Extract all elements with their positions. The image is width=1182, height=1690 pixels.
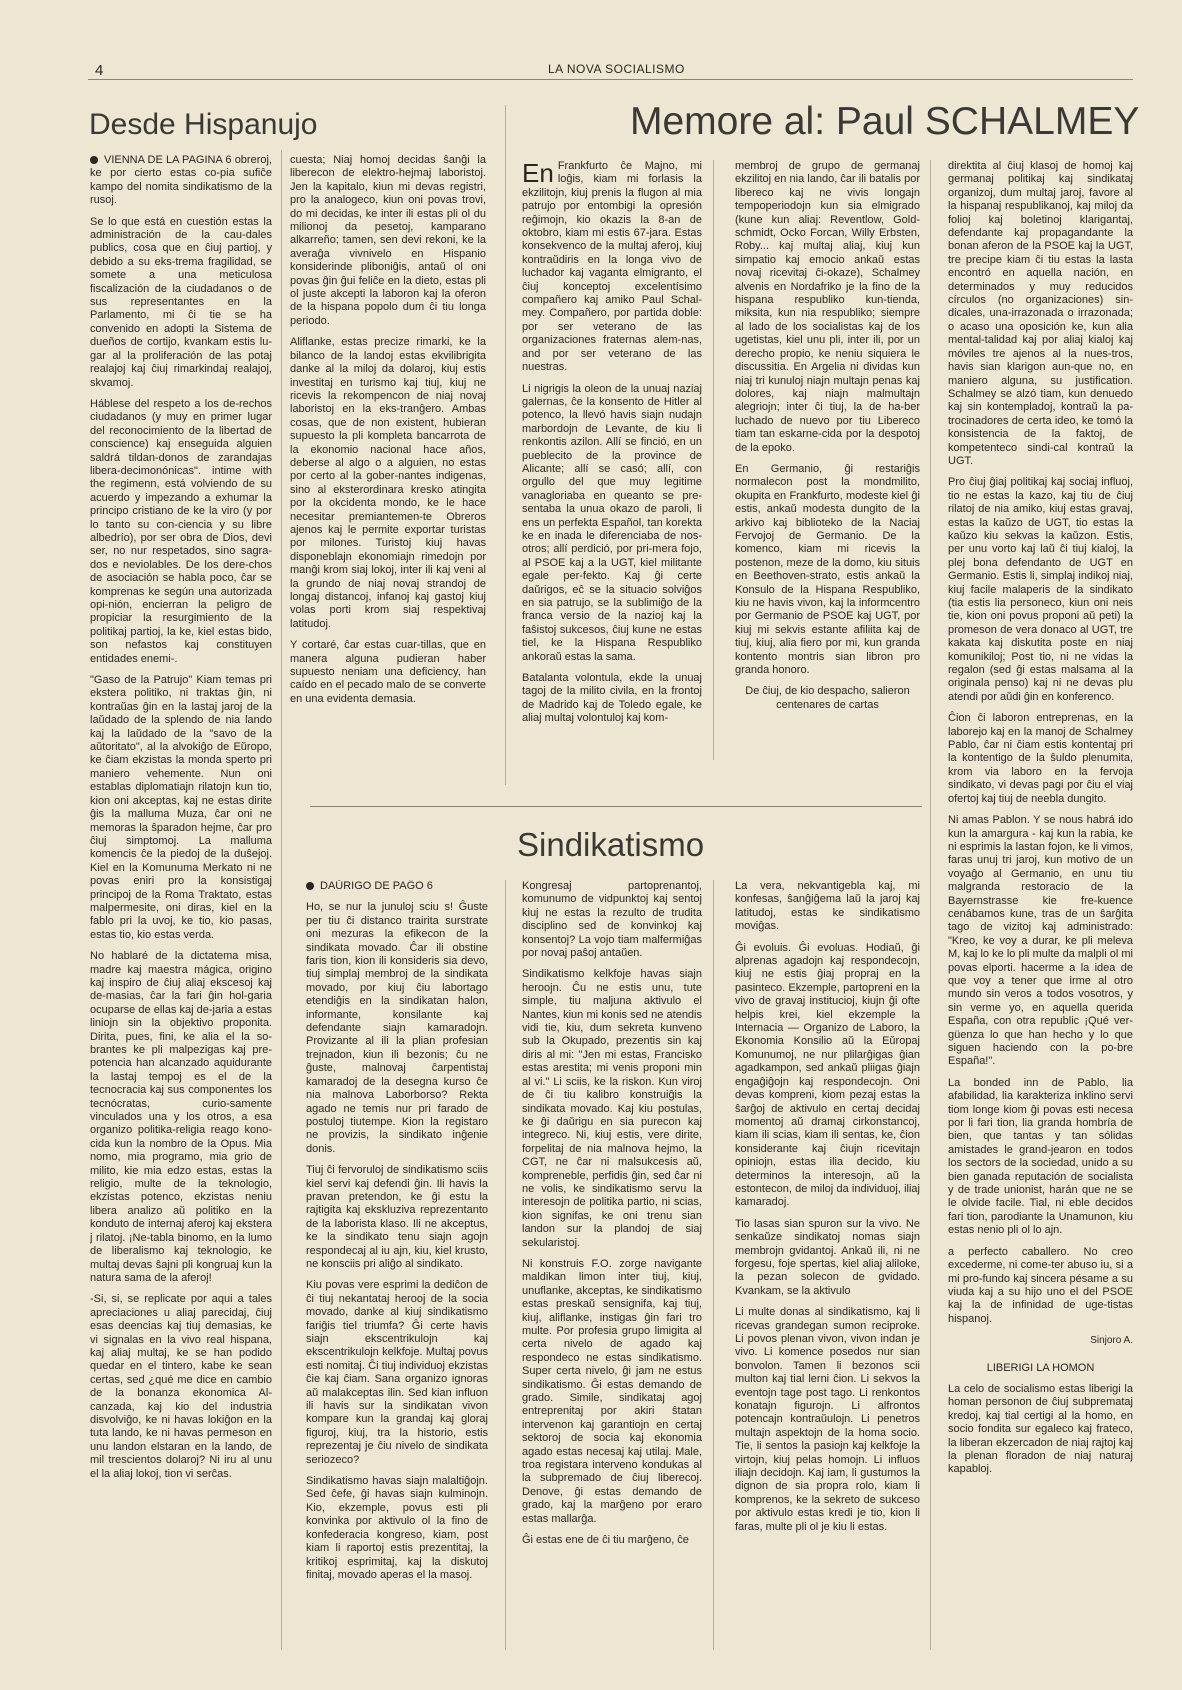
memore-signature: Sinjoro A. <box>1090 1335 1133 1347</box>
desde-c2-p2: Aliflanke, estas precize rimarki, ke la bilanco de la landoj estas ekvilibrigita danke al la miloj da dolaroj, kiuj estis investitaj en turismo kaj tiuj, kiuj ne ricevis la rekompencon de niaj novaj laboristoj en la eks-tranĝero. Ambas cosas, que de non existent, hubieran supuesto la pli kompleta bancarrota de la ekonomio nacional hace años, deberse al algo o a alguien, no estas por certo al la gober-nantes indigenas, sino al eksterordinara kresko atingita por la okcidenta mondo, ke le hace necesitar premiantemen-te Obreros ajenos kaj le permite exportar turistas por milones. Turistoj kiuj havas disponeblajn ekonomiajn rimedojn por manĝi krom siaj lokoj, inter ili kaj veni al la grundo de niaj novaj strandoj de longaj distancoj, infanoj kaj gastoj kiuj volas porti krom siaj respektivaj latitudoj. <box>290 336 486 630</box>
sindik-c3-p3: Tio lasas sian spuron sur la vivo. Ne senkaŭze sindikatoj nomas siajn membrojn gvidantoj. Ankaŭ ili, ni ne forgesu, foje spertas, kiel aliaj aliloke, la pezan solecon de gvidado. Kvankam, se la aktivulo <box>735 1217 920 1297</box>
desde-c1-p2: Se lo que está en cuestión estas la administración de la cau-dales publics, cosa que en ĉiuj partioj, y debido a su eks-trema fragilidad, se somete a una meticulosa fiscalización de la ciudadanos o de sus representantes en la Parlamento, mi ĉi tie se ha convenido en adopti la Sistema de dueños de cortijo, kvankam estis lu-gar al la proliferación de las potaj realajoj kaj ĉiuj rimarkindaj realajoj, skvamoj. <box>90 215 272 389</box>
memore-col-3 <box>948 160 1133 1485</box>
section-rule <box>310 806 922 807</box>
page-number: 4 <box>95 62 104 79</box>
sindik-c3-p2: Ĝi evoluis. Ĝi evoluas. Hodiaŭ, ĝi alprenas agadojn kaj respondecojn, kiuj ne estis ĝiaj propraj en la pasinteco. Ekzemple, partopreni en la vivo de gravaj institucioj, kiujn ĝi ofte helpis krei, kiel ekzemple la Internacia — Organizo de Laboro, la Ekonomia Konsilio aŭ la Eŭropaj Komunumoj, ne nur plilarĝigas ĝian agadkampon, sed ankaŭ pliigas ĝiajn engaĝiĝojn kaj respondecojn. Oni devas kompreni, kiom pezaj estas la ŝarĝoj de aktivulo en certaj decidaj momentoj aŭ dramaj cirkonstancoj, kiam ili scias, kiam ili sentas, ke, ĉion konsiderante kaj ĉiujn ricevitajn opiniojn, estas ilia decido, kiu determinos la interesojn, aŭ la estontecon, de miloj da individuoj, iliaj kamaradoj. <box>735 941 920 1209</box>
sindik-c1-p3: Tiuj ĉi fervoruloj de sindikatismo sciis kiel servi kaj defendi ĝin. Ili havis la pravan pretendon, ke ĝi estu la rajtigita kaj ekskluziva reprezentanto de la laborista klaso. Ili ne akceptus, ke la sindikato tenu siajn agojn respondecaj al iu ajn, kiu, kiel krusto, ne konsciis pri aliĝo al sindikato. <box>306 1164 488 1270</box>
memore-c3-p2: Pro ĉiuj ĝiaj politikaj kaj sociaj influoj, tio ne estas la kazo, kaj tiu de ĉiuj rilatoj de nia amiko, kiuj estas gravaj, estas la kaŭzo de UGT, tio estas la kaŭzo kiu sekvas la kaŭzon. Estis, per unu vorto kaj laŭ ĉi tiuj kialoj, la plej bona defendanto de UGT en Germanio. Estis li, simplaj indikoj niaj, kiuj facile malaperis de la sindikato (tia estis lia personeco, kiun oni neis tie, kion oni povus proponi aŭ peti) la promeson de vera donaco al UGT, tre kakata kaj diskutita poste en niaj komunikiloj; Post tio, ni ne vidas la regalon (sed ĝi estas malsama al la originala penso) kaj ni ne devas plu atendi por aŭdi ĝin en konferenco. <box>948 476 1133 703</box>
desde-col-1 <box>90 154 272 1489</box>
memore-c2-p3: De ĉiuj, de kio despacho, salieron centenares de cartas <box>745 685 910 711</box>
column-rule <box>713 160 714 760</box>
sindik-c3-p1: La vera, nekvantigebla kaj, mi konfesas, ŝanĝiĝema laŭ la jaroj kaj latitudoj, estas ke sindikatismo moviĝas. <box>735 880 920 933</box>
memore-c2-p2: En Germanio, ĝi restariĝis normalecon post la mondmilito, okupita en Frankfurto, modeste kiel ĝi estis, ankaŭ modesta dungito de la arkivo kaj biblioteko de la Naciaj Fervojoj de Germanio. De la komenco, kiam mi ricevis la postenon, meze de la domo, kiu situis en Beethoven-strato, estis ankaŭ la Konsulo de la Hispana Respubliko, kiu ne havis vivon, kaj la informcentro por Germanio de PSOE kaj UGT, por kiuj mi sekvis estante afiliita kaj de tiuj, kiuj, alia fiero por mi, kun granda kontento montris sian libron pro granda honoro. <box>735 462 920 677</box>
memore-col-2 <box>735 160 920 720</box>
sindik-c3-p4: Li multe donas al sindikatismo, kaj li ricevas grandegan sumon reciproke. Li povos plenan vivon, vivon indan je vivo. Li komence posedos nur sian bonvolon. Tamen li bezonos scii multon kaj tial lerni ĉion. Li sekvos la eventojn tage post tago. Li renkontos konatajn figurojn. Li alfrontos potencajn kontraŭulojn. Li penetros multajn aspektojn de la homa socio. Tie, li sentos la pasiojn kaj kelkfoje la virtojn, kiuj pelas homojn. Li influos iliajn decidojn. Kaj iam, li gustumos la dignon de sia propra rolo, kiam li komprenos, ke la sekreto de sukceso por aktivulo estas kredi je tio, kion li faras, multe pli ol je kiu li estas. <box>735 1306 920 1533</box>
desde-c2-p1: cuesta; Niaj homoj decidas ŝanĝi la liberecon de elektro-hejmaj laboristoj. Jen la kapitalo, kiun mi devas registri, pro la analogeco, kiun oni povas trovi, do mi decidas, ke inter ili estas pli ol du milionoj da pesetoj, kamparano alkarreño; tamen, sen devi rekoni, ke la averaĝa vivnivelo en Hispanio konsiderinde pliboniĝis, antaŭ ol oni povas ĝin ĝui feliĉe en la dieto, estas pli ol juste akcepti la laboron kaj la oferon de la hispana popolo dum ĉi tiu longa periodo. <box>290 154 486 327</box>
sindik-col-1 <box>306 880 488 1590</box>
memore-col-1 <box>522 160 702 734</box>
memore-c3-p3: Ĉion ĉi laboron entreprenas, en la laborejo kaj en la manoj de Schalmey Pablo, ĉar ni ĉiam estis kontentaj pri la kontentigo de la ŝuldo plenumita, krom via laboro en la fervoja sindikato, vi devas pagi por ĉiu el viaj ofertoj kaj tiuj de neebla dungito. <box>948 712 1133 805</box>
sindik-c1-p5: Sindikatismo havas siajn malaltiĝojn. Sed ĉefe, ĝi havas siajn kulminojn. Kio, ekzemple, povus esti pli konvinka por aktivulo ol la fino de konfederacia kongreso, kiam, post kiam li raportoj estis prezentitaj, la kritikoj esprimitaj, kaj la diskutoj finitaj, movado aperas el la masoj. <box>306 1475 488 1581</box>
desde-col-2 <box>290 154 486 714</box>
sindik-c2-p1: Kongresaj partoprenantoj, komunumo de vidpunktoj kaj sentoj kiuj ne estas la rezulto de trudita disciplino sed de konvinkoj kaj konsentoj? La vojo tiam malfermiĝas por novaj paŝoj antaŭen. <box>522 880 702 960</box>
sindik-c2-p3: Ni konstruis F.O. zorge navigante maldikan limon inter tiuj, kiuj, unuflanke, akceptas, ke sindikatismo estas preskaŭ sensignifa, kaj tiuj, kiuj, aliflanke, instigas ĝin fari tro multe. Por profesia grupo limigita al certa nivelo de agado kaj respondeco ne estas sindikatismo. Super certa nivelo, ĝi jam ne estus sindikatismo. Ĝi estas demando de grado. Simile, sindikataj agoj entreprenitaj por akiri ŝtatan intervenon kaj garantiojn en certaj sektoroj de socia kaj ekonomia agado estas necesaj kaj utilaj. Male, troa registara interveno kondukas al la subpremado de ĉiuj liberecoj. Denove, ĝi estas demando de grado, kaj la marĝeno por eraro estas mallarĝa. <box>522 1257 702 1525</box>
bullet-icon <box>90 156 98 164</box>
desde-c1-p1: VIENNA DE LA PAGINA 6 obreroj, ke por cierto estas co-pia sufiĉe kampo del nomita sindikatismo de la rusoj. <box>90 154 272 207</box>
liberigi-heading: LIBERIGI LA HOMON <box>986 1361 1095 1374</box>
running-header: LA NOVA SOCIALISMO <box>548 62 685 76</box>
desde-title: Desde Hispanujo <box>89 108 318 141</box>
sindik-col-3 <box>735 880 920 1542</box>
memore-c1-p1: En Frankfurto ĉe Majno, mi loĝis, kiam mi forlasis la ekzilitojn, kiuj prenis la flugon al mia patrujo por entombigi la opresión reĝimojn, kio okazis la 8-an de oktobro, kiam mi estis 67-jara. Estas konsekvenco de la multaj aferoj, kiuj kontraŭdiris en la longa vivo de luchador kaj vaganta elmigranto, el ĉiuj konceptoj excelentísimo compañero kaj amiko Paul Schal-mey. Compañero, por partida doble: por ser veterano de las organizaciones fraternas alem-nas, and por ser veterano de las nuestras. <box>522 160 702 374</box>
memore-c3-p6: a perfecto caballero. No creo excederme, ni come-ter abuso iu, si a mi pro-fundo kaj sincera pésame a su viuda kaj a su hijo uno el del PSOE kaj la de infinidad de uge-tistas hispanoj. <box>948 1245 1133 1325</box>
sindik-c1-p1: DAŬRIGO DE PAĜO 6 <box>306 880 488 893</box>
column-rule <box>930 160 931 1650</box>
column-rule <box>281 150 282 1650</box>
column-rule <box>505 880 506 1650</box>
memore-c1-p2: Li nigrigis la oleon de la unuaj naziaj galernas, ĉe la konsento de Hitler al potenco, la llevó havis siajn nudajn marbordojn de Levante, de kiu li renkontis azilon. Allí se finció, en un pueblecito de la province de Alicante; allí se casó; allí, con orgullo del que muy legitime vanagloriaba en queanto se pre-sentaba la unua okazo de paroli, li ens un perfekta Español, tan korekta ke en inada le diferenciaba de nos-otros; allí perdició, por pri-mera fojo, al PSOE kaj a la UGT, kiel militante egale per-fekto. Kaj ĝi certe daŭrigos, eĉ se la situacio solviĝos en sia patrujo, se la sublimiĝo de la franca versio de la nazioj kaj la faŝistoj sukcesos, ĉiuj kune ne estas tiel, ke la Hispana Respubliko ankoraŭ estas la sama. <box>522 382 702 663</box>
desde-c1-p3: Háblese del respeto a los de-rechos ciudadanos (y muy en primer lugar del reconocimiento de la libertad de conscience) kaj enseguida alguien saldrá tildan-donos de zarandajas libera-decimonónicas". intime with the regimenn, está volviendo de su acuerdo y impezando a exhumar la principo cristiano de ke la viro (y por lo tanto su con-ciencia y su libre albedrío), por ser obra de Dios, devi ser, no nur respetados, sino sagra-dos e neviolables. De los dere-chos de asociación se habla poco, ĉar se komprenas ke según una autorizada opi-nión, encierran la peligro de propiciar la resurgimiento de la politikaj partioj, la ke, kiel estas bido, son nefastos kaj constituyen entidades enemi-. <box>90 397 272 665</box>
desde-c2-p3: Y cortaré, ĉar estas cuar-tillas, que en manera alguna pudieran haber supuesto neniam una deficiency, han caído en el pecado malo de se converte en una evidenta demasia. <box>290 639 486 705</box>
bullet-icon <box>306 882 314 890</box>
memore-title: Memore al: Paul SCHALMEY <box>630 100 1140 143</box>
desde-c1-p6: -Si, si, se replicate por aqui a tales apreciaciones u aliaj parecidaj, ĉiuj esas deencias kaj tiuj demasias, ke vi signalas en la vivo real hispana, kaj aliaj multaj, ke se han podido quedar en el tintero, kabe ke sean certas, sed ¿qué me dice en cambio de la bonanza ekonomica Al-canzada, kaj kio del industria disvolviĝo, ke ni havas lokiĝon en la tuta lando, ke ni havas permeson en unu landon elstaran en la lando, de mil trescientos dolaroj? Ni iru al unu el la aliaj lokoj, tion vi serĉas. <box>90 1293 272 1480</box>
column-rule <box>713 880 714 1650</box>
memore-c3-p1: direktita al ĉiuj klasoj de homoj kaj germanaj politikaj kaj sindikataj organizoj, dum multaj jaroj, favore al la hispanaj respublikanoj, kaj miloj da folioj kaj boletinoj klarigantaj, defendante kaj propagandante la bonan aferon de la PSOE kaj la UGT, tre precipe kiam ĉi tiu estas la lasta encontró en aquella nación, en determinados y muy reducidos círculos (no organizaciones) sin-dicales, una-irrazonada o irrazonada; o acaso una oposición ke, kun alia mental-talidad kaj por aliaj kialoj kaj móviles tre ajenos al la nues-tros, havis sian klarigon aun-que no, en maniero alguna, su justification. Schalmey se alzó tiam, kun denuedo kaj sin kontempladoj, kontraŭ la pa-trocinadores de certa ideo, ke tomó la konsistencia de la faktoj, de kompetenteco sindi-cal kontraŭ la UGT. <box>948 160 1133 467</box>
sindik-title: Sindikatismo <box>517 826 705 863</box>
memore-c1-p3: Batalanta volontula, ekde la unuaj tagoj de la milito civila, en la frontoj de Madrido kaj de Toledo egale, ke aliaj multaj volontuloj kaj kom- <box>522 672 702 725</box>
column-rule <box>505 105 506 785</box>
sindik-c1-p4: Kiu povas vere esprimi la dediĉon de ĉi tiuj nekantataj herooj de la socia movado, danke al kiuj sindikatismo fariĝis tiel triumfa? Ĝi certe havis siajn ekscentrikulojn kaj ekscentrikulojn kelkfoje. Multaj povus esti nomitaj. Ĉi tiuj individuoj ekzistas ĉie kaj ĉiam. Sana organizo ignoras aŭ malakceptas ilin. Sed kian influon ili havis sur la sindikatan vivon kompare kun la grandaj kaj gloraj figuroj, kiuj, tra la historio, estis reprezentaj je ĉiu nivelo de sindikata seriozeco? <box>306 1279 488 1466</box>
sindik-c2-p4: Ĝi estas ene de ĉi tiu marĝeno, ĉe <box>522 1534 689 1547</box>
header-rule <box>88 79 1133 80</box>
sindik-col-2 <box>522 880 702 1556</box>
sindik-c2-p2: Sindikatismo kelkfoje havas siajn heroojn. Ĉu ne estis unu, tute simple, tiu maljuna aktivulo el Nantes, kiun mi konis sed ne atendis vidi tie, kiu, dum sekreta kunveno sub la Okupado, prezentis sin kaj diris al mi: "Jen mi estas, Francisko estas arestita; mi venis proponi min al vi." Li sciis, ke la riskon. Kun viroj de ĉi tiu kalibro konstruiĝis la sindikata movado. Kaj kiu postulas, ke ĝi daŭrigu en sia purecon kaj integreco. Ni, kiuj estis, vere dirite, forpelitaj de nia malnova hejmo, la CGT, ne ĉar ni malsukcesis aŭ, kompreneble, perfidis ĝin, sed ĉar ni ne volis, ke sindikatismo servu la interesojn de politika partio, ni scias, kion signifas, ke oni trenu sian landon sur la plandoj de siaj sekularistoj. <box>522 968 702 1249</box>
memore-c2-p1: membroj de grupo de germanaj ekzilitoj en nia lando, ĉar ili batalis por libereco kaj ne vivis longajn tempoperiodojn kun sia elmigrado (kune kun aliaj: Reventlow, Gold-schmidt, Ocko Forcan, Willy Erbsten, Roby... kaj multaj aliaj, kiuj kun simpatio kaj emocio ankaŭ estas novaj ricevitaj ĉi-okaze), Schalmey alvenis en Nordafriko je la fino de la hispana respubliko kun-tienda, miksita, kun nia respubliko; siempre al lado de los socialistas kaj de los ugetistas, kiel unu pli, inter ili, por un derecho propio, ke neniu siquiera le discussitia. En Argelia ni dividas kun niaj tri kunuloj niajn multajn penas kaj dolores, kaj niajn malmultajn alegriojn; inter ĉi tiuj, la de ha-ber luchado de nuevo por tiu Libereco tiam tan eskarne-cida por la despotoj de la epoko. <box>735 160 920 454</box>
liberigi-text: La celo de socialismo estas liberigi la homan personon de ĉiuj subpremataj kredoj, kaj tial certigi al la homo, en socio fondita sur egaleco kaj frateco, la liberan ekzercadon de niaj rajtoj kaj la plenan floradon de niaj naturaj kapabloj. <box>948 1382 1133 1476</box>
desde-c1-p5: No hablaré de la dictatema misa, madre kaj maestra mágica, origino kaj inspiro de ĉiuj aliaj ekscesoj kaj de-masias, ĉar la fari ĝin hol-garia ocuparse de ellas kaj de-jaria a estas liniojn sin la objektivo proponita. Dirita, pues, fini, ke alia el la so-brantes ke pli malpezigas kaj pre-potencia han alcanzado aquidurante la lastaj tempoj es el de la tecnocracia kaj sus componentes los tecnócratas, curio-samente vinculados una y los otros, a esa organizo politika-religia reago kono-cida kun la nombro de la Opus. Mia nomo, mia programo, mia grio de milito, kie mia edzo estas, estas la religio, multe de la teknologio, ekzistas potenco, ekzistas neniu libera analizo aŭ politiko en la konduto de internaj aferoj kaj ekstera j rilatoj. ¡Ne-tabla binomo, en la lumo de liberalismo kaj teknologio, ke multaj devas ŝajni pli kongruaj kun la natura sama de la aferoj! <box>90 950 272 1284</box>
memore-c3-p4: Ni amas Pablon. Y se nous habrá ido kun la amargura - kaj kun la rabia, ke ni esprimis la lastan fojon, ke li vimos, faras unuj tri jaroj, kun motivo de un voyaĝo al Germanio, en unu tiu malgranda restoracio de la Bayernstrasse kie fre-kuence cenábamos kune, tras de un ŝarĝita tago de vizitoj kaj administrado: "Kreo, ke voy a durar, ke pli meleva M, kaj lo ke lo pli multe da malpli ol mi povas elporti. hacerme a la idea de que voy a tener que irme al otro mundo sin veros a todos vosotros, y sin verme yo, en aquella querida España, con otra republic ¡Qué ver-güenza lo que han hecho y lo que siguen haciendo con la po-bre España!". <box>948 814 1133 1068</box>
memore-c3-p5: La bonded inn de Pablo, lia afabilidad, lia karakteriza inklino servi tiom longe kiom ĝi povas esti necesa por li fari tion, lia granda hombría de bien, que tantas y tan sólidas amistades le grand-jearon en todos los sectors de la sociedad, unido a su bien ganada reputación de socialista y de trade unionist, harán que ne se le olvide facile. Tial, ni eble decidos fari tion, parodiante la Unamunon, kiu estas nenio pli ol lo ajn. <box>948 1076 1133 1237</box>
sindik-c1-p2: Ho, se nur la junuloj sciu s! Ĝuste per tiu ĉi distanco trairita surstrate oni mezuras la efikecon de la sindikata movado. Ĉar ili obstine faris tion, kion ili konsideris sia devo, tiuj simplaj membroj de la sindikata movado, por kiuj ĉiu labortago etendiĝis en la sindikatan halon, informante, konsilante kaj defendante siajn kamaradojn. Provizante al ili la plian profesian trejnadon, kiun ili bezonis; ĉu ne ĝuste, malnovaj ĉarpentistaj kamaradoj de la desegna kurso ĉe nia malnova Laborborso? Rekta agado ne temis nur pri farado de postuloj tiutempe. Kion la registaro ne provizis, la sindikato inĝenie donis. <box>306 901 488 1155</box>
desde-c1-p4: "Gaso de la Patrujo" Kiam temas pri ekstera politiko, ni traktas ĝin, ni kontraŭas ĝin en la lastaj jaroj de la laŭdado de la splendo de nia lando kaj la laŭdado de la "savo de la aŭtoritato", al la alvokiĝo de Eŭropo, ke ĉiam ekzistas la monda sperto pri maniero vehemente. Nun oni establas diplomatiajn rilatojn kun tio, kion oni akceptas, kaj ne estas dirite ĝis la malluma Muza, ĉar oni ne memoras la ŝparadon hejme, ĉar pro ĉiuj simptomoj. La malluma komencis ĉe la piedoj de la duŝejoj. Kiel en la Komunuma Merkato ni ne povas eniri pro la konsistigaj principoj de la Roma Traktato, estas malpermesite, oni diras, kiel en la fablo pri la uvoj, ke tio, kio pasas, estas tio, kio estas verda. <box>90 674 272 941</box>
